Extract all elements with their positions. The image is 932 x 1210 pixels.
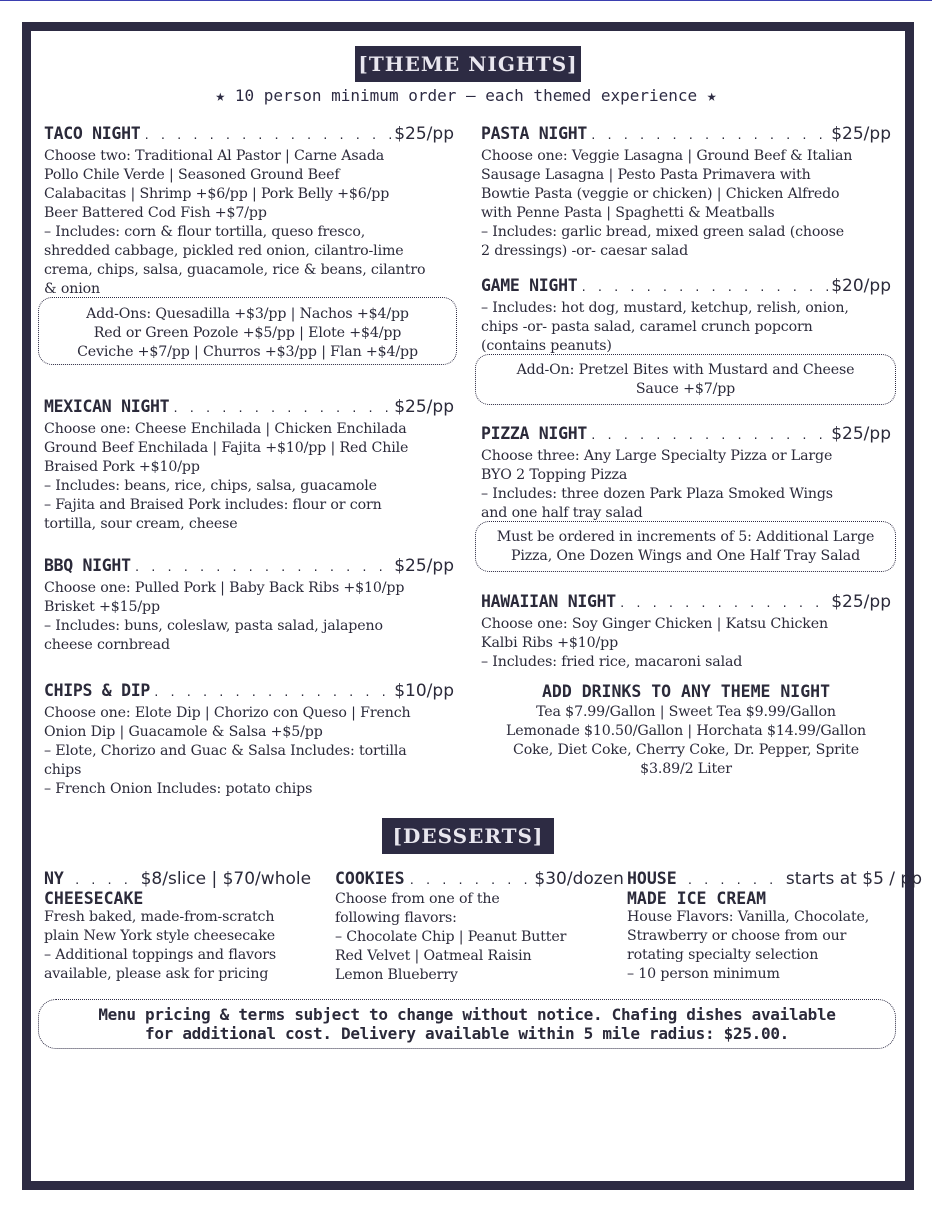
description-line: chips — [44, 762, 82, 778]
mexican-night-section — [44, 396, 454, 534]
leader-dots — [580, 277, 828, 299]
mexican-night-description — [44, 420, 454, 534]
addon-line: Add-Ons: Quesadilla +$3/pp | Nachos +$4/pp — [86, 306, 409, 322]
cookies-price: $30/dozen — [534, 869, 624, 889]
description-line: – Includes: garlic bread, mixed green salad (choose — [481, 224, 845, 240]
addon-line: Sauce +$7/pp — [635, 381, 736, 397]
description-line: – 10 person minimum — [627, 966, 780, 982]
description-line: Choose one: Cheese Enchilada | Chicken Enchilada — [44, 421, 407, 437]
leader-dots — [153, 682, 391, 704]
chips-dip-section — [44, 680, 454, 799]
terms-line: Menu pricing & terms subject to change without notice. Chafing dishes available — [98, 1005, 836, 1024]
description-line: 2 dressings) -or- caesar salad — [481, 243, 689, 259]
taco-night-header — [44, 123, 454, 147]
pizza-night-header — [481, 423, 891, 447]
description-line: and one half tray salad — [481, 505, 643, 521]
description-line: Fresh baked, made-from-scratch — [44, 909, 275, 925]
leader-dots — [172, 398, 391, 420]
hawaiian-night-title: HAWAIIAN NIGHT — [481, 592, 616, 611]
description-line: – Includes: hot dog, mustard, ketchup, relish, onion, — [481, 300, 849, 316]
description-line: available, please ask for pricing — [44, 966, 269, 982]
description-line: Calabacitas | Shrimp +$6/pp | Pork Belly +$6/pp — [44, 186, 390, 202]
description-line: – Includes: fried rice, macaroni salad — [481, 654, 743, 670]
pizza-night-title: PIZZA NIGHT — [481, 424, 587, 443]
addon-line: Add-On: Pretzel Bites with Mustard and Cheese — [516, 362, 855, 378]
game-night-section — [481, 275, 891, 356]
description-line: House Flavors: Vanilla, Chocolate, — [627, 909, 870, 925]
bbq-night-section — [44, 555, 454, 655]
cheesecake-title-line1: NY — [44, 869, 64, 888]
game-night-title: GAME NIGHT — [481, 276, 578, 295]
addon-line: Ceviche +$7/pp | Churros +$3/pp | Flan +$4/pp — [77, 344, 418, 360]
description-line: shredded cabbage, pickled red onion, cilantro-lime — [44, 243, 404, 259]
description-line: Choose one: Veggie Lasagna | Ground Beef & Italian — [481, 148, 853, 164]
mexican-night-price: $25/pp — [394, 397, 454, 417]
description-line: – Fajita and Braised Pork includes: flour or corn — [44, 497, 382, 513]
description-line: Lemon Blueberry — [335, 967, 458, 983]
description-line: Choose one: Soy Ginger Chicken | Katsu Chicken — [481, 616, 828, 632]
game-night-header — [481, 275, 891, 299]
hawaiian-night-header — [481, 591, 891, 615]
description-line: tortilla, sour cream, cheese — [44, 516, 238, 532]
terms-line: for additional cost. Delivery available within 5 mile radius: $25.00. — [145, 1024, 789, 1043]
leader-dots: . . . . — [73, 874, 131, 887]
description-line: – Chocolate Chip | Peanut Butter — [335, 929, 567, 945]
hawaiian-night-description — [481, 615, 891, 672]
description-line: Brisket +$15/pp — [44, 599, 160, 615]
leader-dots — [590, 125, 828, 147]
description-line: Kalbi Ribs +$10/pp — [481, 635, 619, 651]
game-addon-box — [475, 354, 896, 405]
theme-nights-banner: [THEME NIGHTS] — [355, 46, 581, 82]
ice-cream-title-line2: MADE ICE CREAM — [627, 889, 767, 908]
game-night-description — [481, 299, 891, 356]
pasta-night-section — [481, 123, 891, 261]
minimum-order-subtitle: ★ 10 person minimum order – each themed experience ★ — [215, 86, 717, 105]
description-line: – French Onion Includes: potato chips — [44, 781, 313, 797]
cookies-header — [335, 869, 624, 890]
description-line: Choose three: Any Large Specialty Pizza or Large — [481, 448, 833, 464]
description-line: following flavors: — [335, 910, 457, 926]
pasta-night-price: $25/pp — [831, 124, 891, 144]
leader-dots: . . . . . . — [686, 874, 776, 887]
game-night-price: $20/pp — [831, 276, 891, 296]
pizza-night-price: $25/pp — [831, 424, 891, 444]
cookies-section — [335, 869, 624, 985]
leader-dots — [590, 425, 828, 447]
description-line: – Includes: beans, rice, chips, salsa, guacamole — [44, 478, 377, 494]
description-line: – Additional toppings and flavors — [44, 947, 277, 963]
drinks-line: Tea $7.99/Gallon | Sweet Tea $9.99/Gallon — [536, 704, 836, 720]
pizza-night-description — [481, 447, 891, 523]
hawaiian-night-section — [481, 591, 891, 672]
cheesecake-header — [44, 870, 316, 890]
drinks-section — [466, 681, 906, 779]
description-line: & onion — [44, 281, 100, 297]
ice-cream-price: starts at $5 / pp — [785, 869, 922, 889]
drinks-title: ADD DRINKS TO ANY THEME NIGHT — [541, 682, 831, 701]
description-line: Bowtie Pasta (veggie or chicken) | Chicken Alfredo — [481, 186, 840, 202]
description-line: BYO 2 Topping Pizza — [481, 467, 628, 483]
bbq-night-description — [44, 579, 454, 655]
addon-line: Red or Green Pozole +$5/pp | Elote +$4/pp — [93, 325, 402, 341]
description-line: Choose one: Pulled Pork | Baby Back Ribs +$10/pp — [44, 580, 405, 596]
taco-night-price: $25/pp — [394, 124, 454, 144]
pasta-night-title: PASTA NIGHT — [481, 124, 587, 143]
description-line: cheese cornbread — [44, 637, 170, 653]
ice-cream-section — [627, 869, 922, 984]
bbq-night-price: $25/pp — [394, 556, 454, 576]
ice-cream-header — [627, 869, 922, 890]
taco-night-title: TACO NIGHT — [44, 124, 141, 143]
description-line: Beer Battered Cod Fish +$7/pp — [44, 205, 267, 221]
drinks-line: Coke, Diet Coke, Cherry Coke, Dr. Pepper, Sprite — [513, 742, 859, 758]
description-line: Choose one: Elote Dip | Chorizo con Queso | French — [44, 705, 411, 721]
drinks-line: $3.89/2 Liter — [640, 761, 732, 777]
ice-cream-title-line1: HOUSE — [627, 869, 677, 888]
description-line: – Includes: buns, coleslaw, pasta salad, jalapeno — [44, 618, 383, 634]
cookies-title: COOKIES — [335, 869, 405, 888]
description-line: Pollo Chile Verde | Seasoned Ground Beef — [44, 167, 340, 183]
description-line: – Includes: corn & flour tortilla, queso fresco, — [44, 224, 366, 240]
description-line: Ground Beef Enchilada | Fajita +$10/pp | Red Chile — [44, 440, 409, 456]
taco-night-description — [44, 147, 454, 299]
description-line: crema, chips, salsa, guacamole, rice & beans, cilantro — [44, 262, 426, 278]
description-line: Choose two: Traditional Al Pastor | Carne Asada — [44, 148, 385, 164]
addon-line: Pizza, One Dozen Wings and One Half Tray Salad — [510, 548, 861, 564]
pasta-night-description — [481, 147, 891, 261]
leader-dots: . . . . . . . . — [408, 874, 531, 887]
cheesecake-price: $8/slice | $70/whole — [140, 869, 312, 889]
description-line: with Penne Pasta | Spaghetti & Meatballs — [481, 205, 775, 221]
chips-dip-description — [44, 704, 454, 799]
bbq-night-title: BBQ NIGHT — [44, 556, 131, 575]
drinks-line: Lemonade $10.50/Gallon | Horchata $14.99/Gallon — [506, 723, 866, 739]
chips-dip-price: $10/pp — [394, 681, 454, 701]
pasta-night-header — [481, 123, 891, 147]
description-line: chips -or- pasta salad, caramel crunch popcorn — [481, 319, 813, 335]
taco-night-section — [44, 123, 454, 299]
leader-dots — [619, 593, 828, 615]
top-rule — [0, 0, 932, 1]
leader-dots — [143, 125, 391, 147]
description-line: rotating specialty selection — [627, 947, 819, 963]
description-line: (contains peanuts) — [481, 338, 612, 354]
description-line: Onion Dip | Guacamole & Salsa +$5/pp — [44, 724, 323, 740]
desserts-banner: [DESSERTS] — [382, 818, 554, 854]
description-line: Strawberry or choose from our — [627, 928, 847, 944]
pizza-addon-box — [475, 521, 896, 572]
mexican-night-title: MEXICAN NIGHT — [44, 397, 170, 416]
chips-dip-title: CHIPS & DIP — [44, 681, 150, 700]
description-line: – Elote, Chorizo and Guac & Salsa Includes: tortilla — [44, 743, 407, 759]
leader-dots — [134, 557, 392, 579]
description-line: – Includes: three dozen Park Plaza Smoked Wings — [481, 486, 833, 502]
addon-line: Must be ordered in increments of 5: Additional Large — [496, 529, 875, 545]
description-line: Sausage Lasagna | Pesto Pasta Primavera with — [481, 167, 811, 183]
mexican-night-header — [44, 396, 454, 420]
pizza-night-section — [481, 423, 891, 523]
chips-dip-header — [44, 680, 454, 704]
description-line: Red Velvet | Oatmeal Raisin — [335, 948, 532, 964]
cheesecake-section — [44, 870, 316, 984]
description-line: Choose from one of the — [335, 891, 500, 907]
bbq-night-header — [44, 555, 454, 579]
cheesecake-title-line2: CHEESECAKE — [44, 889, 144, 908]
description-line: Braised Pork +$10/pp — [44, 459, 200, 475]
description-line: plain New York style cheesecake — [44, 928, 276, 944]
terms-footer-box — [38, 999, 896, 1049]
hawaiian-night-price: $25/pp — [831, 592, 891, 612]
taco-addons-box — [38, 297, 457, 365]
